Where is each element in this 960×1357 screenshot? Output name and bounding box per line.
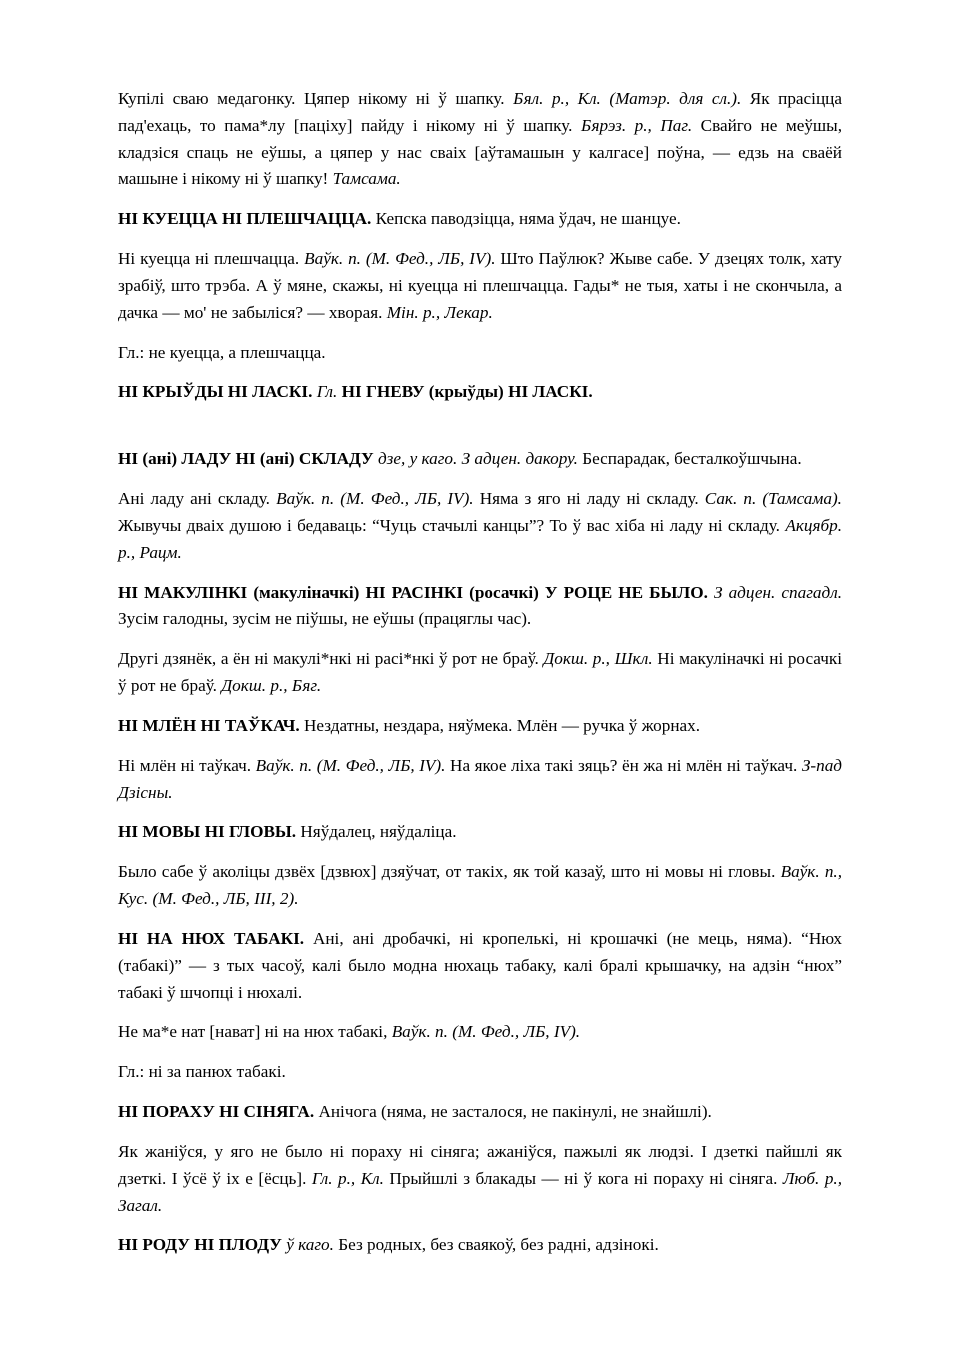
text-run: Ні млён ні таўкач. <box>118 755 256 775</box>
paragraph <box>118 1059 842 1086</box>
paragraph <box>118 713 842 740</box>
document-body <box>118 86 842 1259</box>
paragraph <box>118 340 842 367</box>
text-run: На якое ліха такі зяць? ён жа ні млён ні таўкач. <box>445 755 802 775</box>
text-run: Жывучы дваіх душою і бедаваць: “Чуць стачылі канцы”? То ў вас хіба ні ладу ні складу. <box>118 515 786 535</box>
text-run: НІ МЛЁН НІ ТАЎКАЧ. <box>118 715 300 735</box>
text-run: НІ ПОРАХУ НІ СІНЯГА. <box>118 1102 315 1122</box>
text-run: НІ (ані) ЛАДУ НІ (ані) СКЛАДУ <box>118 449 378 469</box>
text-run: Ваўк. п. (М. Фед., ЛБ, IV). <box>276 489 474 509</box>
paragraph <box>118 1099 842 1126</box>
text-run: Гл. <box>316 382 338 402</box>
paragraph <box>118 580 842 634</box>
text-run: Ані ладу ані складу. <box>118 489 277 509</box>
text-run: ў каго. <box>286 1235 334 1255</box>
paragraph <box>118 379 842 406</box>
paragraph <box>118 246 842 326</box>
paragraph <box>118 859 842 913</box>
text-run: Ані, ані дробачкі, ні кропелькі, ні крошачкі (не мець, няма). “Нюх (табакі)” — з тых часоў, калі было модна нюхаць табаку, калі бралі крышачку, на адзін “нюх” табакі ў шчопці і нюхалі. <box>118 928 842 1002</box>
text-run: Другі дзянёк, а ён ні макулі*нкі ні расі*нкі ў рот не браў. <box>118 649 544 669</box>
text-run: НІ ГНЕВУ (крыўды) НІ ЛАСКІ. <box>337 382 593 402</box>
paragraph <box>118 1139 842 1219</box>
text-run: Ваўк. п. (М. Фед., ЛБ, IV). <box>304 249 496 269</box>
text-run: Без родных, без сваякоў, без радні, адзінокі. <box>333 1235 659 1255</box>
text-run: З адцен. спагадл. <box>713 582 843 602</box>
text-run: Ваўк. п., Кус. (М. Фед., ЛБ, III, 2). <box>118 862 843 909</box>
paragraph <box>118 446 842 473</box>
paragraph <box>118 86 842 193</box>
text-run: Ваўк. п. (М. Фед., ЛБ, IV). <box>255 755 446 775</box>
text-run: Свайго не меўшы, кладзіся спаць не еўшы, а цяпер у нас сваіх [аўтамашын у калгасе] поўна, — едзь на сваёй машыне і нікому ні ў шапку! <box>118 115 843 189</box>
text-run: Сак. п. (Тамсама). <box>704 489 842 509</box>
text-run: Было сабе ў аколіцы дзвёх [дзвюх] дзяўчат, от такіх, як той казаў, што ні мовы ні гловы. <box>118 862 781 882</box>
text-run: НІ МОВЫ НІ ГЛОВЫ. <box>118 822 297 842</box>
paragraph <box>118 926 842 1006</box>
text-run: Няўдалец, няўдаліца. <box>296 822 457 842</box>
text-run: Гл.: не куецца, а плешчацца. <box>118 342 326 362</box>
text-run: дзе, у каго. З адцен. дакору. <box>377 449 578 469</box>
text-run: Як прасіцца пад'ехаць, то пама*лу [паціху] пайду і нікому ні ў шапку. <box>118 89 842 135</box>
text-run: НІ КУЕЦЦА НІ ПЛЕШЧАЦЦА. <box>118 209 372 229</box>
paragraph <box>118 1232 842 1259</box>
text-run: З-пад Дзісны. <box>118 755 842 802</box>
text-run: Няма з яго ні ладу ні складу. <box>473 489 705 509</box>
paragraph <box>118 206 842 233</box>
paragraph <box>118 819 842 846</box>
text-run: Ваўк. п. (М. Фед., ЛБ, IV). <box>391 1022 581 1042</box>
text-run: Не ма*е нат [нават] ні на нюх табакі, <box>118 1022 392 1042</box>
paragraph <box>118 1019 842 1046</box>
text-run: Беспарадак, бесталкоўшчына. <box>577 449 802 469</box>
text-run: Докш. р., Бяг. <box>221 676 322 696</box>
text-run: Бял. р., Кл. (Матэр. для сл.). <box>513 89 742 108</box>
text-run: НІ МАКУЛІНКІ (макуліначкі) НІ РАСІНКІ (росачкі) У РОЦЕ НЕ БЫЛО. <box>118 582 714 602</box>
text-run: Купілі сваю медагонку. Цяпер нікому ні ў шапку. <box>118 89 514 108</box>
text-run: Гл. р., Кл. <box>311 1168 384 1188</box>
text-run: НІ НА НЮХ ТАБАКІ. <box>118 928 305 948</box>
text-run: Ні куецца ні плешчацца. <box>118 249 305 269</box>
paragraph <box>118 646 842 700</box>
text-run: Зусім галодны, зусім не піўшы, не еўшы (працяглы час). <box>118 609 532 629</box>
text-run: Анічога (няма, не засталося, не пакінулі, не знайшлі). <box>314 1102 712 1122</box>
text-run: Акцябр. р., Рацм. <box>118 515 842 562</box>
text-run: Нездатны, нездара, няўмека. Млён — ручка ў жорнах. <box>299 715 701 735</box>
text-run: Люб. р., Загал. <box>118 1168 843 1215</box>
text-run: Гл.: ні за панюх табакі. <box>118 1062 286 1082</box>
text-run: Як жаніўся, у яго не было ні пораху ні сіняга; ажаніўся, пажылі як людзі. І дзеткі пайшлі як дзеткі. І ўсё ў іх е [ёсць]. <box>118 1141 842 1188</box>
text-run: Кепска паводзіцца, няма ўдач, не шанцуе. <box>371 209 681 229</box>
text-run: Докш. р., Шкл. <box>543 649 653 669</box>
text-run: НІ РОДУ НІ ПЛОДУ <box>118 1235 287 1255</box>
text-run: Ні макуліначкі ні росачкі ў рот не браў. <box>118 649 842 696</box>
text-run: Бярэз. р., Паг. <box>580 115 693 135</box>
text-run: НІ КРЫЎДЫ НІ ЛАСКІ. <box>118 382 317 402</box>
text-run: Што Паўлюк? Жыве сабе. У дзецях толк, хату зрабіў, што трэба. А ў мяне, скажы, ні куецца ні плешчацца. Гады* не тыя, хаты і не скончыла, а дачка — мо' не забыліся? — хворая. <box>118 249 842 322</box>
text-run: Мін. р., Лекар. <box>386 302 493 322</box>
paragraph <box>118 486 842 566</box>
paragraph <box>118 753 842 807</box>
text-run: Прыйшлі з блакады — ні ў кога ні пораху ні сіняга. <box>383 1168 783 1188</box>
text-run: Тамсама. <box>332 169 401 189</box>
